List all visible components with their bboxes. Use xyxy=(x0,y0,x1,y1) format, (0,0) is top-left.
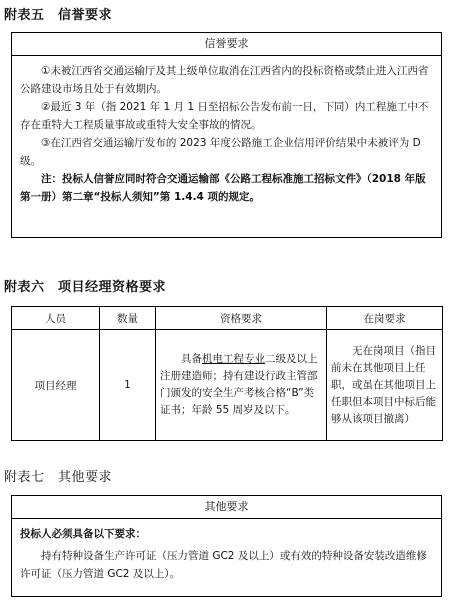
column-header-count: 数量 xyxy=(100,307,156,330)
reputation-note: 注：投标人信誉应同时符合交通运输部《公路工程标准施工招标文件》（2018 年版第一册）第二章“投标人须知”第 1.4.4 项的规定。 xyxy=(20,173,426,203)
reputation-box-body xyxy=(12,56,441,210)
table-header-row xyxy=(12,307,443,330)
manager-qualification-table xyxy=(11,306,443,441)
qualification-specialty: 机电工程专业 xyxy=(202,353,265,365)
qualification-rest: 二级及以上注册建造师；持有建设行政主管部门颁发的安全生产考核合格“B”类证书；年龄 55 周岁及以下。 xyxy=(160,353,318,416)
onsite-text: 无在岗项目（指目前未在其他项目上任职，或虽在其他项目上任职但本项目中标后能够从该项目撤离） xyxy=(331,344,436,425)
column-header-onsite: 在岗要求 xyxy=(327,307,443,330)
table-row xyxy=(12,330,443,441)
qualification-prefix: 具备 xyxy=(181,353,202,365)
section7-heading: 附表七 其他要求 xyxy=(4,470,113,485)
other-requirements-box xyxy=(11,495,442,597)
section5-heading: 附表五 信誉要求 xyxy=(4,8,113,23)
other-requirements-text: 持有特种设备生产许可证（压力管道 GC2 及以上）或有效的特种设备安装改造维修许可证（压力管道 GC2 及以上）。 xyxy=(20,550,427,580)
cell-person: 项目经理 xyxy=(12,330,100,441)
reputation-box xyxy=(11,32,442,238)
column-header-person: 人员 xyxy=(12,307,100,330)
cell-onsite xyxy=(327,330,443,441)
other-requirements-title: 其他要求 xyxy=(12,496,441,519)
reputation-item-1: ①未被江西省交通运输厅及其上级单位取消在江西省内的投标资格或禁止进入江西省公路建设市场且处于有效期内。 xyxy=(20,65,429,95)
cell-count: 1 xyxy=(100,330,156,441)
cell-qualification xyxy=(156,330,327,441)
reputation-box-title: 信誉要求 xyxy=(12,33,441,56)
other-requirements-body xyxy=(12,519,441,587)
other-requirements-label: 投标人必须具备以下要求： xyxy=(20,528,146,540)
column-header-qualification: 资格要求 xyxy=(156,307,327,330)
section6-heading: 附表六 项目经理资格要求 xyxy=(4,280,167,295)
reputation-item-3: ③在江西省交通运输厅发布的 2023 年度公路施工企业信用评价结果中未被评为 D 级。 xyxy=(20,137,421,167)
reputation-item-2: ②最近 3 年（指 2021 年 1 月 1 日至招标公告发布前一日，下同）内工程施工中不存在重特大工程质量事故或重特大安全事故的情况。 xyxy=(20,101,429,131)
